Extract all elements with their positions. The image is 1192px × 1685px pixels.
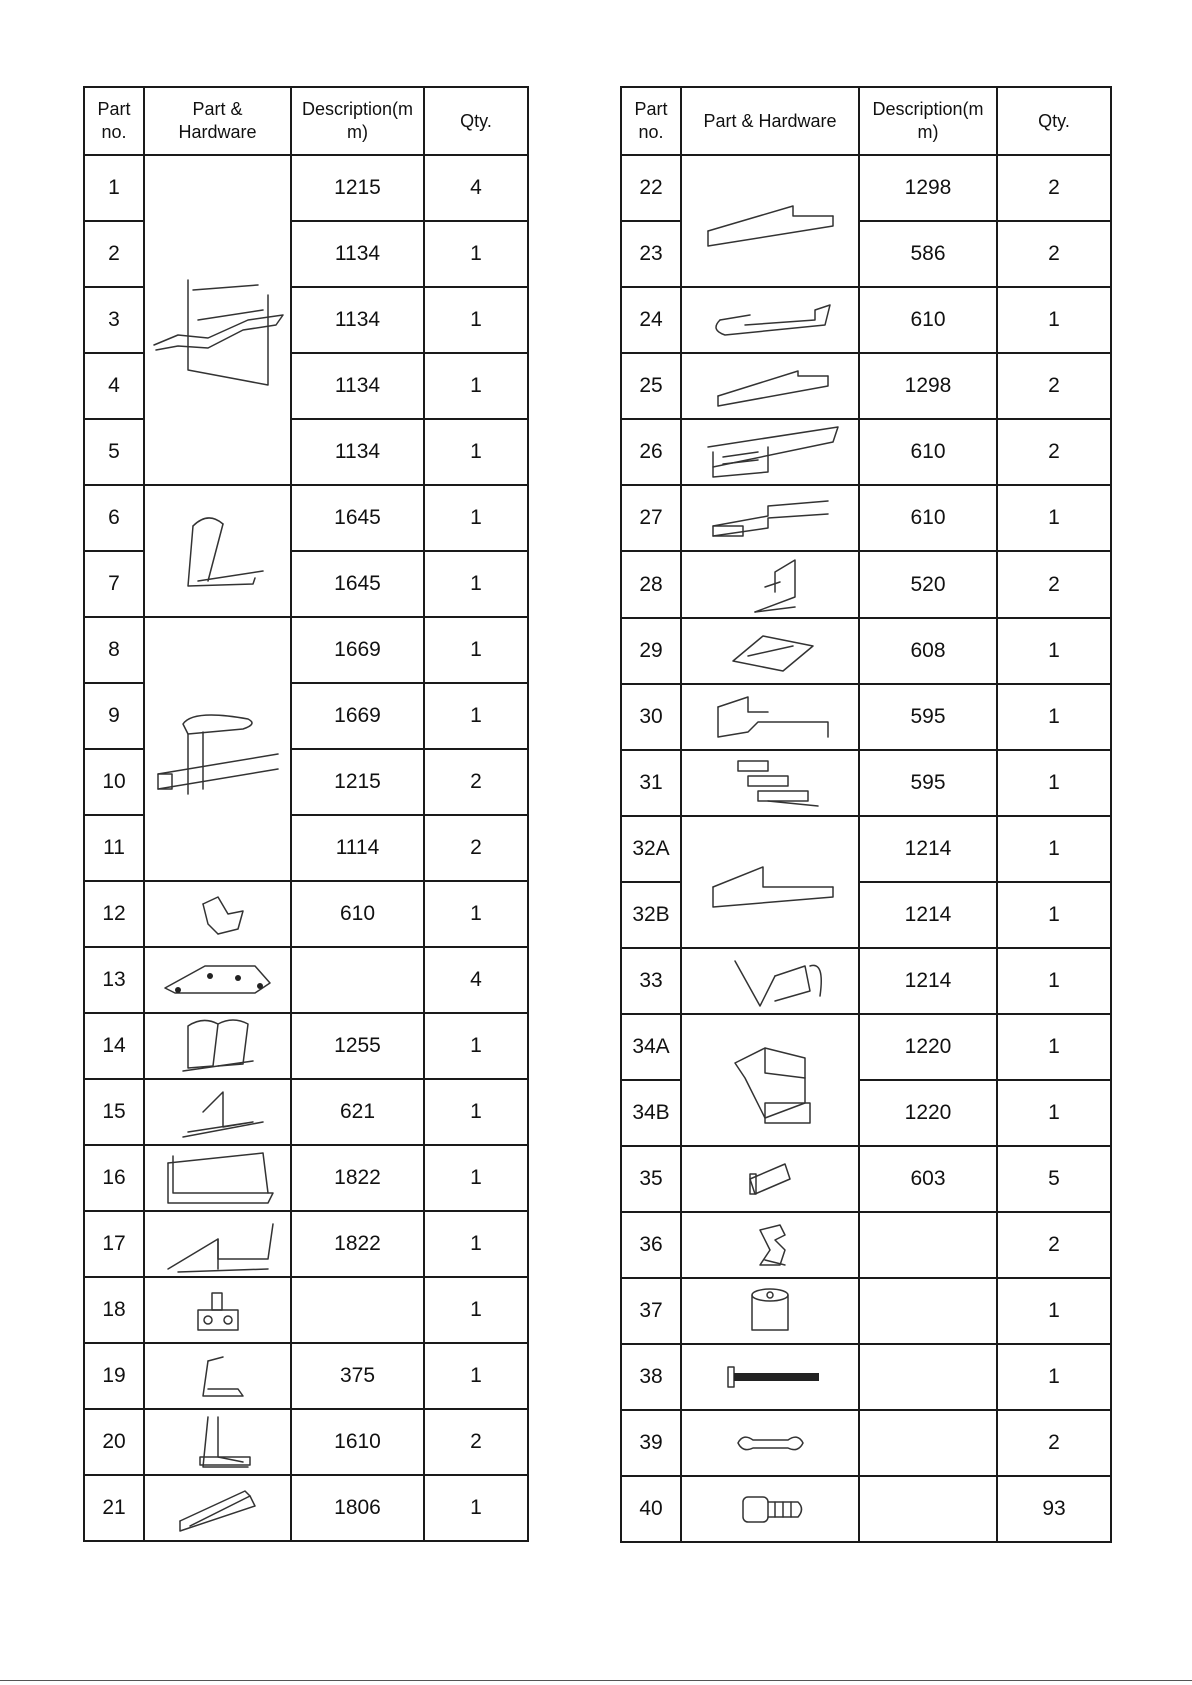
part-number: 29 (621, 618, 681, 684)
part-illustration (144, 485, 291, 617)
part-quantity: 1 (997, 485, 1111, 551)
table-row (84, 947, 528, 1013)
table-row (84, 1277, 528, 1343)
part-number: 22 (621, 155, 681, 221)
part-number: 15 (84, 1079, 144, 1145)
open-channel-icon (158, 1214, 278, 1274)
part-quantity: 1 (997, 287, 1111, 353)
part-number: 16 (84, 1145, 144, 1211)
header-part-no: Part no. (84, 87, 144, 155)
table-row (621, 485, 1111, 551)
part-number: 32B (621, 882, 681, 948)
part-description: 586 (859, 221, 997, 287)
part-quantity: 1 (997, 750, 1111, 816)
part-number: 9 (84, 683, 144, 749)
part-number: 21 (84, 1475, 144, 1541)
part-quantity: 1 (424, 1079, 528, 1145)
part-description: 608 (859, 618, 997, 684)
part-description: 520 (859, 551, 997, 618)
table-row (84, 1211, 528, 1277)
l-angle-icon (158, 1148, 278, 1208)
part-description: 1215 (291, 155, 424, 221)
part-quantity: 2 (997, 353, 1111, 419)
header-description: Description(m m) (291, 87, 424, 155)
part-description: 610 (291, 881, 424, 947)
part-quantity: 1 (424, 1013, 528, 1079)
wrench-icon (733, 1428, 808, 1458)
part-description: 1134 (291, 221, 424, 287)
part-description: 1134 (291, 419, 424, 485)
stepped-rail-icon (708, 496, 833, 541)
part-quantity: 1 (997, 948, 1111, 1014)
part-number: 20 (84, 1409, 144, 1475)
part-quantity: 1 (997, 618, 1111, 684)
table-row (621, 816, 1111, 882)
table-row (621, 1410, 1111, 1476)
part-number: 35 (621, 1146, 681, 1212)
part-description: 1220 (859, 1080, 997, 1146)
part-description: 1806 (291, 1475, 424, 1541)
header-row (621, 87, 1111, 155)
table-row (621, 948, 1111, 1014)
part-number: 34B (621, 1080, 681, 1146)
box-corner-icon (725, 1033, 815, 1128)
part-illustration (144, 1343, 291, 1409)
part-number: 6 (84, 485, 144, 551)
part-quantity: 1 (997, 1278, 1111, 1344)
wide-profile-icon (148, 250, 288, 390)
table-row (621, 684, 1111, 750)
part-quantity: 1 (997, 1344, 1111, 1410)
header-qty: Qty. (997, 87, 1111, 155)
part-number: 12 (84, 881, 144, 947)
part-illustration (144, 155, 291, 485)
part-description: 1822 (291, 1211, 424, 1277)
part-description: 1214 (859, 882, 997, 948)
part-quantity: 1 (424, 1145, 528, 1211)
angle-rail-icon (163, 1082, 273, 1142)
header-part-no: Part no. (621, 87, 681, 155)
table-row (84, 485, 528, 551)
table-row (84, 881, 528, 947)
part-illustration (144, 1145, 291, 1211)
part-description: 610 (859, 419, 997, 485)
part-description: 1215 (291, 749, 424, 815)
wedge-clip-icon (745, 1159, 795, 1199)
table-row (621, 1344, 1111, 1410)
part-illustration (681, 1476, 859, 1542)
part-illustration (681, 1410, 859, 1476)
table-row (621, 551, 1111, 618)
part-number: 23 (621, 221, 681, 287)
table-row (621, 1146, 1111, 1212)
table-row (84, 1409, 528, 1475)
part-quantity: 2 (997, 155, 1111, 221)
part-description: 1645 (291, 551, 424, 617)
wide-angle-icon (703, 852, 838, 912)
part-illustration (144, 1013, 291, 1079)
part-quantity: 1 (997, 1080, 1111, 1146)
part-illustration (144, 1409, 291, 1475)
part-number: 27 (621, 485, 681, 551)
part-description (291, 947, 424, 1013)
part-quantity: 2 (997, 1212, 1111, 1278)
part-quantity: 2 (424, 1409, 528, 1475)
part-description: 1645 (291, 485, 424, 551)
flat-channel-icon (175, 1481, 260, 1536)
part-illustration (681, 1278, 859, 1344)
part-quantity: 1 (424, 287, 528, 353)
part-description: 1134 (291, 353, 424, 419)
table-row (621, 618, 1111, 684)
hook-channel-icon (163, 506, 273, 596)
part-quantity: 4 (424, 155, 528, 221)
channel-rail-icon (708, 361, 833, 411)
part-number: 13 (84, 947, 144, 1013)
part-number: 37 (621, 1278, 681, 1344)
part-illustration (681, 155, 859, 287)
part-number: 11 (84, 815, 144, 881)
part-quantity: 1 (424, 881, 528, 947)
part-description: 621 (291, 1079, 424, 1145)
table-row (621, 1278, 1111, 1344)
part-description: 1298 (859, 353, 997, 419)
part-illustration (681, 684, 859, 750)
part-number: 1 (84, 155, 144, 221)
part-number: 19 (84, 1343, 144, 1409)
part-illustration (681, 948, 859, 1014)
part-quantity: 1 (997, 882, 1111, 948)
part-number: 39 (621, 1410, 681, 1476)
part-quantity: 1 (424, 1475, 528, 1541)
part-quantity: 2 (997, 419, 1111, 485)
part-illustration (681, 1344, 859, 1410)
part-description: 603 (859, 1146, 997, 1212)
corner-bracket-icon (735, 552, 805, 617)
part-number: 2 (84, 221, 144, 287)
table-row (84, 1145, 528, 1211)
part-quantity: 1 (424, 419, 528, 485)
part-illustration (681, 419, 859, 485)
part-illustration (681, 353, 859, 419)
table-row (621, 155, 1111, 221)
part-number: 33 (621, 948, 681, 1014)
small-angle-icon (188, 1351, 248, 1401)
part-number: 10 (84, 749, 144, 815)
ribbed-channel-icon (698, 422, 843, 482)
part-quantity: 1 (424, 353, 528, 419)
part-description: 1220 (859, 1014, 997, 1080)
part-description: 595 (859, 684, 997, 750)
header-row (84, 87, 528, 155)
part-number: 18 (84, 1277, 144, 1343)
part-quantity: 1 (424, 1211, 528, 1277)
part-quantity: 4 (424, 947, 528, 1013)
part-number: 8 (84, 617, 144, 683)
part-illustration (681, 1212, 859, 1278)
part-number: 5 (84, 419, 144, 485)
part-quantity: 1 (424, 221, 528, 287)
part-number: 30 (621, 684, 681, 750)
header-part-hardware: Part & Hardware (144, 87, 291, 155)
table-row (84, 155, 528, 221)
part-number: 31 (621, 750, 681, 816)
parts-table-right (620, 86, 1112, 1543)
part-description (859, 1278, 997, 1344)
table-row (84, 1475, 528, 1541)
part-number: 26 (621, 419, 681, 485)
hook-rail-icon (705, 295, 835, 345)
spacer-cylinder-icon (745, 1285, 795, 1337)
tab-plate-icon (188, 1285, 248, 1335)
part-description: 1214 (859, 948, 997, 1014)
table-row (84, 1013, 528, 1079)
part-number: 7 (84, 551, 144, 617)
part-illustration (681, 618, 859, 684)
part-illustration (144, 881, 291, 947)
part-quantity: 2 (997, 221, 1111, 287)
part-description: 595 (859, 750, 997, 816)
part-number: 34A (621, 1014, 681, 1080)
part-quantity: 2 (424, 815, 528, 881)
part-description (859, 1410, 997, 1476)
part-quantity: 93 (997, 1476, 1111, 1542)
part-illustration (144, 1079, 291, 1145)
z-step-rail-icon (708, 692, 833, 742)
part-description: 1114 (291, 815, 424, 881)
part-description: 1255 (291, 1013, 424, 1079)
long-bolt-icon (718, 1357, 823, 1397)
stand-profile-icon (178, 1412, 258, 1472)
part-number: 32A (621, 816, 681, 882)
part-quantity: 2 (424, 749, 528, 815)
double-channel-rail-icon (148, 694, 288, 804)
part-description (859, 1212, 997, 1278)
part-quantity: 5 (997, 1146, 1111, 1212)
long-angle-icon (703, 191, 838, 251)
part-description: 1669 (291, 617, 424, 683)
part-illustration (681, 750, 859, 816)
z-bracket-icon (188, 889, 248, 939)
part-description: 1298 (859, 155, 997, 221)
part-illustration (144, 617, 291, 881)
part-description: 610 (859, 287, 997, 353)
header-part-hardware: Part & Hardware (681, 87, 859, 155)
table-row (84, 617, 528, 683)
part-description: 1134 (291, 287, 424, 353)
part-illustration (144, 1277, 291, 1343)
table-row (621, 1212, 1111, 1278)
table-row (621, 353, 1111, 419)
part-number: 24 (621, 287, 681, 353)
part-quantity: 1 (997, 816, 1111, 882)
header-description: Description(m m) (859, 87, 997, 155)
part-illustration (144, 1475, 291, 1541)
part-number: 3 (84, 287, 144, 353)
part-quantity: 1 (997, 684, 1111, 750)
step-bracket-icon (718, 756, 823, 811)
part-illustration (681, 1014, 859, 1146)
table-row (621, 1476, 1111, 1542)
part-description: 1669 (291, 683, 424, 749)
part-description: 1822 (291, 1145, 424, 1211)
part-description (859, 1476, 997, 1542)
table-row (621, 1014, 1111, 1080)
table-row (621, 750, 1111, 816)
part-quantity: 1 (424, 1343, 528, 1409)
part-quantity: 2 (997, 1410, 1111, 1476)
part-quantity: 1 (424, 683, 528, 749)
gusset-plate-icon (160, 958, 275, 1003)
c-channel-pair-icon (173, 1016, 263, 1076)
part-illustration (681, 551, 859, 618)
part-quantity: 1 (424, 485, 528, 551)
part-description: 1214 (859, 816, 997, 882)
part-illustration (681, 485, 859, 551)
part-number: 40 (621, 1476, 681, 1542)
part-illustration (681, 1146, 859, 1212)
part-quantity: 1 (997, 1014, 1111, 1080)
part-quantity: 1 (424, 1277, 528, 1343)
part-description: 610 (859, 485, 997, 551)
part-number: 36 (621, 1212, 681, 1278)
part-quantity: 1 (424, 551, 528, 617)
part-number: 38 (621, 1344, 681, 1410)
part-number: 14 (84, 1013, 144, 1079)
part-number: 28 (621, 551, 681, 618)
part-description (291, 1277, 424, 1343)
footer-rule (0, 1680, 1192, 1681)
grooved-strip-icon (723, 626, 818, 676)
header-qty: Qty. (424, 87, 528, 155)
table-row (84, 1343, 528, 1409)
part-illustration (681, 287, 859, 353)
part-illustration (144, 947, 291, 1013)
part-quantity: 1 (424, 617, 528, 683)
bolt-nut-icon (733, 1492, 808, 1527)
part-description: 1610 (291, 1409, 424, 1475)
part-number: 17 (84, 1211, 144, 1277)
part-number: 4 (84, 353, 144, 419)
parts-table-left (83, 86, 529, 1542)
table-row (621, 419, 1111, 485)
part-description: 375 (291, 1343, 424, 1409)
part-description (859, 1344, 997, 1410)
cross-connector-icon (715, 951, 825, 1011)
part-illustration (144, 1211, 291, 1277)
table-row (84, 1079, 528, 1145)
table-row (621, 287, 1111, 353)
part-number: 25 (621, 353, 681, 419)
part-illustration (681, 816, 859, 948)
part-quantity: 2 (997, 551, 1111, 618)
spring-clip-icon (750, 1220, 790, 1270)
